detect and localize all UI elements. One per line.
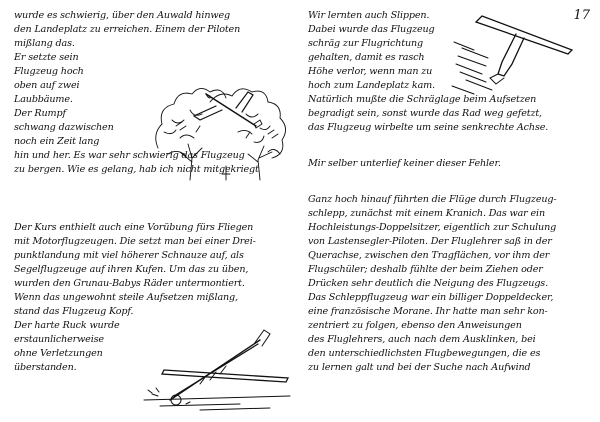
text-line: Dabei wurde das Flugzeug [308,24,435,35]
text-line: überstanden. [14,362,77,373]
nosed-over-glider-sketch [140,324,298,414]
text-line: begradigt sein, sonst wurde das Rad weg gefetzt, [308,108,542,119]
text-line: Der Kurs enthielt auch eine Vorübung fürs Fliegen [14,222,254,233]
text-line: hin und her. Es war sehr schwierig das Flugzeug [14,150,245,161]
text-line: Laubbäume. [14,94,73,105]
text-line: punktlandung mit viel höherer Schnauze auf, als [14,250,244,261]
text-line: Drücken sehr deutlich die Neigung des Flugzeugs. [308,278,548,289]
text-line: Er setzte sein [14,52,79,63]
text-line: das Flugzeug wirbelte um seine senkrechte Achse. [308,122,549,133]
text-line: von Lastensegler-Piloten. Der Fluglehrer saß in der [308,236,552,247]
text-line: wurden den Grunau-Babys Räder untermontiert. [14,278,245,289]
page-number: 17 [573,8,590,23]
text-line: eine französische Morane. Ihr hatte man sehr kon- [308,306,548,317]
text-line: noch ein Zeit lang [14,136,100,147]
text-line: Ganz hoch hinauf führten die Flüge durch Flugzeug- [308,194,557,205]
text-line: schräg zur Flugrichtung [308,38,423,49]
text-line: Der Rumpf [14,108,66,119]
text-line: oben auf zwei [14,80,80,91]
text-line: Flugschüler; deshalb fühlte der beim Ziehen oder [308,264,543,275]
text-line: erstaunlicherweise [14,334,104,345]
text-line: Wenn das ungewohnt steile Aufsetzen mißlang, [14,292,238,303]
text-line: Hochleistungs-Doppelsitzer, eigentlich zur Schulung [308,222,557,233]
text-line: gehalten, damit es rasch [308,52,425,63]
text-line: stand das Flugzeug Kopf. [14,306,134,317]
text-line: zentriert zu folgen, ebenso den Anweisungen [308,320,522,331]
text-line: Der harte Ruck wurde [14,320,120,331]
text-line: Flugzeug hoch [14,66,84,77]
text-line: ohne Verletzungen [14,348,103,359]
text-line: mit Motorflugzeugen. Die setzt man bei einer Drei- [14,236,256,247]
text-line: den unterschiedlichsten Flugbewegungen, die es [308,348,541,359]
text-line: Querachse, zwischen den Tragflächen, vor ihm der [308,250,550,261]
text-line: des Fluglehrers, auch nach dem Ausklinken, bei [308,334,536,345]
text-line: Höhe verlor, wenn man zu [308,66,433,77]
text-line: den Landeplatz zu erreichen. Einem der Piloten [14,24,241,35]
text-line: zu lernen galt und bei der Suche nach Aufwind [308,362,531,373]
text-line: mißlang das. [14,38,75,49]
glider-in-trees-sketch [150,62,300,180]
text-line: Mir selber unterlief keiner dieser Fehler. [308,158,501,169]
slipping-glider-sketch [452,4,582,100]
text-line: Segelflugzeuge auf ihren Kufen. Um das zu üben, [14,264,249,275]
text-line: zu bergen. Wie es gelang, hab ich nicht mitgekriegt [14,164,259,175]
text-line: Natürlich mußte die Schräglage beim Aufsetzen [308,94,537,105]
text-line: schlepp, zunächst mit einem Kranich. Das war ein [308,208,545,219]
text-line: Das Schleppflugzeug war ein billiger Doppeldecker, [308,292,554,303]
text-line: wurde es schwierig, über den Auwald hinweg [14,10,230,21]
text-line: schwang dazwischen [14,122,114,133]
text-line: hoch zum Landeplatz kam. [308,80,435,91]
text-line: Wir lernten auch Slippen. [308,10,430,21]
